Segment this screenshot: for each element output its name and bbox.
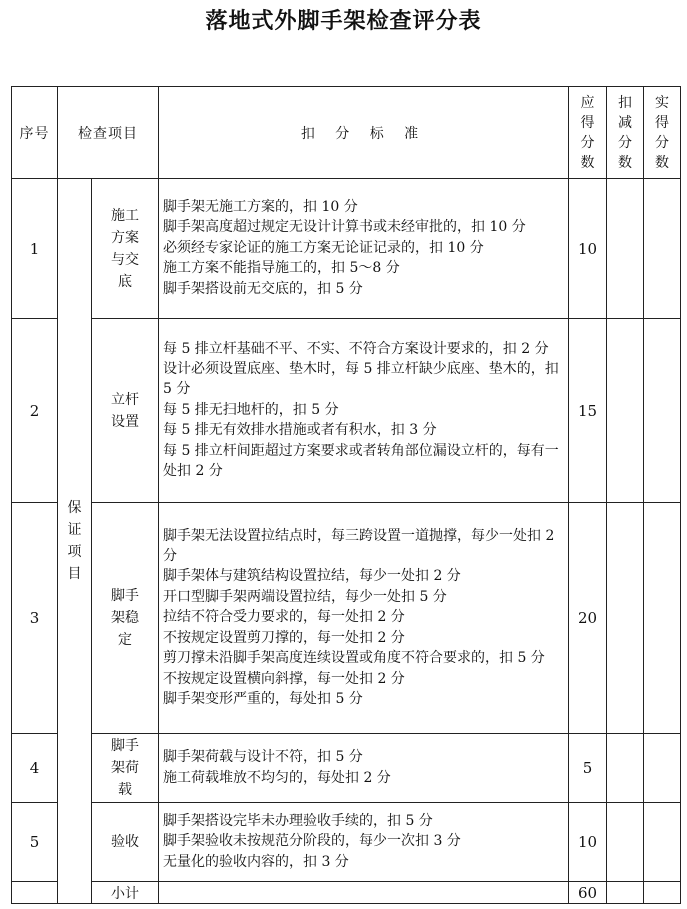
header-actual-score: [644, 87, 681, 179]
criteria-line: 开口型脚手架两端设置拉结，每少一处扣 5 分: [163, 588, 447, 605]
row-deduct-score: [607, 319, 644, 503]
subtotal-criteria: [159, 882, 569, 904]
vertical-char: 载: [118, 782, 132, 798]
table-row: [12, 319, 681, 503]
row-seq: 5: [12, 803, 58, 882]
header-criteria: 扣 分 标 准: [159, 87, 569, 179]
row-criteria: [159, 734, 569, 803]
row-criteria: [159, 319, 569, 503]
vertical-char: 项: [67, 544, 82, 560]
criteria-line: 脚手架无施工方案的，扣 10 分: [163, 198, 358, 215]
row-item-name: [92, 803, 159, 882]
row-due-score: 20: [569, 503, 607, 734]
row-seq: 4: [12, 734, 58, 803]
vertical-char: 数: [655, 154, 669, 171]
vertical-char: 设置: [111, 413, 139, 430]
vertical-char: 架荷: [111, 760, 139, 776]
subtotal-deduct: [607, 882, 644, 904]
criteria-line: 设计必须设置底座、垫木时，每 5 排立杆缺少底座、垫木的，扣 5 分: [163, 360, 559, 398]
criteria-line: 脚手架荷载与设计不符，扣 5 分: [163, 749, 363, 766]
criteria-line: 脚手架验收未按规范分阶段的，每少一次扣 3 分: [163, 833, 461, 850]
vertical-char: 分: [655, 134, 669, 151]
score-table: [11, 86, 681, 904]
row-due-score: 5: [569, 734, 607, 803]
vertical-char: 底: [118, 273, 132, 290]
row-criteria: [159, 803, 569, 882]
subtotal-seq: [12, 882, 58, 904]
subtotal-actual: [644, 882, 681, 904]
criteria-line: 拉结不符合受力要求的，每一处扣 2 分: [163, 609, 405, 626]
vertical-char: 数: [580, 154, 595, 171]
row-criteria: [159, 179, 569, 319]
criteria-line: 无量化的验收内容的，扣 3 分: [163, 853, 349, 870]
vertical-char: 保: [67, 500, 82, 516]
vertical-char: 应: [580, 94, 595, 111]
row-item-name: [92, 503, 159, 734]
criteria-line: 必须经专家论证的施工方案无论证记录的，扣 10 分: [163, 239, 484, 256]
row-deduct-score: [607, 179, 644, 319]
row-item-name: [92, 179, 159, 319]
row-seq: 1: [12, 179, 58, 319]
table-row: [12, 803, 681, 882]
row-deduct-score: [607, 803, 644, 882]
vertical-char: 实: [655, 94, 669, 111]
vertical-char: 证: [67, 522, 82, 538]
header-item: 检查项目: [58, 87, 159, 179]
row-actual-score: [644, 179, 681, 319]
criteria-line: 脚手架体与建筑结构设置拉结，每少一处扣 2 分: [163, 568, 461, 585]
vertical-char: 立杆: [111, 391, 139, 408]
criteria-line: 施工方案不能指导施工的，扣 5～8 分: [163, 260, 400, 277]
header-seq: 序号: [12, 87, 58, 179]
page-title: 落地式外脚手架检查评分表: [205, 9, 482, 34]
vertical-char: 数: [618, 154, 632, 171]
header-row: [12, 87, 681, 179]
vertical-char: 施工: [111, 207, 139, 224]
vertical-char: 得: [655, 114, 669, 131]
vertical-char: 与交: [111, 251, 139, 268]
row-due-score: 10: [569, 803, 607, 882]
row-due-score: 10: [569, 179, 607, 319]
row-item-name: [92, 734, 159, 803]
vertical-char: 验收: [111, 834, 139, 850]
table-row: [12, 179, 681, 319]
header-due-score: [569, 87, 607, 179]
row-actual-score: [644, 503, 681, 734]
row-actual-score: [644, 803, 681, 882]
row-deduct-score: [607, 734, 644, 803]
row-seq: 2: [12, 319, 58, 503]
row-actual-score: [644, 734, 681, 803]
vertical-char: 分: [618, 134, 632, 151]
vertical-char: 脚手: [111, 738, 139, 754]
subtotal-row: [12, 882, 681, 904]
criteria-line: 脚手架搭设前无交底的，扣 5 分: [163, 280, 363, 297]
criteria-line: 脚手架高度超过规定无设计计算书或未经审批的，扣 10 分: [163, 219, 526, 236]
row-criteria: [159, 503, 569, 734]
vertical-char: 方案: [111, 229, 139, 246]
criteria-line: 不按规定设置剪刀撑的，每一处扣 2 分: [163, 629, 405, 646]
vertical-char: 分: [580, 134, 595, 151]
row-item-name: [92, 319, 159, 503]
table-row: [12, 503, 681, 734]
vertical-char: 架稳: [111, 610, 139, 626]
vertical-char: 扣: [618, 94, 632, 111]
criteria-line: 每 5 排无有效排水措施或者有积水，扣 3 分: [163, 422, 437, 439]
criteria-line: 施工荷载堆放不均匀的，每处扣 2 分: [163, 769, 391, 786]
row-actual-score: [644, 319, 681, 503]
vertical-char: 目: [67, 566, 82, 582]
vertical-char: 定: [118, 632, 132, 648]
subtotal-due: 60: [569, 882, 607, 904]
vertical-char: 得: [580, 114, 595, 131]
row-due-score: 15: [569, 319, 607, 503]
subtotal-label: 小计: [92, 882, 159, 904]
vertical-char: 脚手: [111, 588, 139, 604]
criteria-line: 脚手架无法设置拉结点时，每三跨设置一道抛撑，每少一处扣 2 分: [163, 527, 555, 565]
criteria-line: 不按规定设置横向斜撑，每一处扣 2 分: [163, 670, 405, 687]
table-row: [12, 734, 681, 803]
row-deduct-score: [607, 503, 644, 734]
criteria-line: 脚手架搭设完毕未办理验收手续的，扣 5 分: [163, 812, 433, 829]
header-deduct-score: [607, 87, 644, 179]
vertical-char: 减: [618, 114, 632, 131]
criteria-line: 每 5 排立杆间距超过方案要求或者转角部位漏设立杆的，每有一处扣 2 分: [163, 442, 559, 480]
criteria-line: 每 5 排立杆基础不平、不实、不符合方案设计要求的，扣 2 分: [163, 340, 549, 357]
criteria-line: 剪刀撑未沿脚手架高度连续设置或角度不符合要求的，扣 5 分: [163, 650, 545, 667]
category-cell: [58, 179, 92, 904]
row-seq: 3: [12, 503, 58, 734]
criteria-line: 每 5 排无扫地杆的，扣 5 分: [163, 401, 339, 418]
criteria-line: 脚手架变形严重的，每处扣 5 分: [163, 690, 363, 707]
